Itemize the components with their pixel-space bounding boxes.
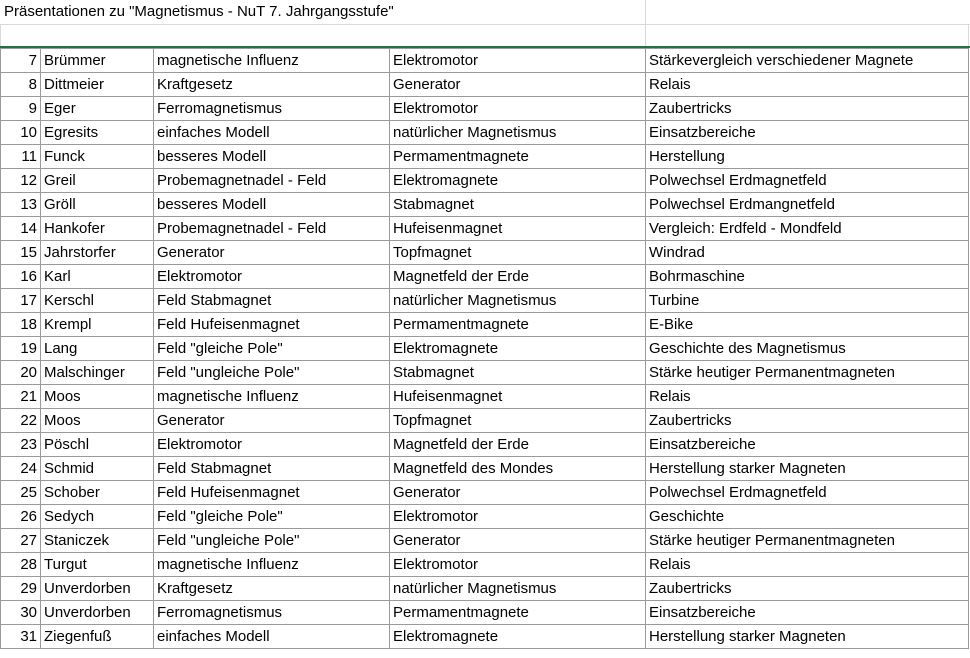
- cell-number[interactable]: 28: [1, 553, 41, 577]
- cell-number[interactable]: 31: [1, 625, 41, 649]
- table-row: [1, 529, 969, 553]
- cell-topic-2[interactable]: Elektromagnete: [390, 625, 646, 649]
- table-row: [1, 601, 969, 625]
- table-row: [1, 121, 969, 145]
- table-row: [1, 361, 969, 385]
- cell-name[interactable]: Staniczek: [41, 529, 154, 553]
- table-row: [1, 577, 969, 601]
- cell-topic-2[interactable]: Elektromotor: [390, 553, 646, 577]
- cell-number[interactable]: 22: [1, 409, 41, 433]
- cell-number[interactable]: 19: [1, 337, 41, 361]
- cell-topic-3[interactable]: Polwechsel Erdmangnetfeld: [646, 193, 969, 217]
- cell-topic-3[interactable]: Zaubertricks: [646, 97, 969, 121]
- cell-topic-3[interactable]: Einsatzbereiche: [646, 601, 969, 625]
- cell-topic-3[interactable]: Stärke heutiger Permanentmagneten: [646, 361, 969, 385]
- cell-topic-1[interactable]: magnetische Influenz: [154, 553, 390, 577]
- cell-name[interactable]: Funck: [41, 145, 154, 169]
- cell-name[interactable]: Unverdorben: [41, 601, 154, 625]
- table-row: [1, 433, 969, 457]
- cell-topic-2[interactable]: Permamentmagnete: [390, 145, 646, 169]
- cell-topic-1[interactable]: besseres Modell: [154, 193, 390, 217]
- cell-topic-2[interactable]: Topfmagnet: [390, 241, 646, 265]
- cell-topic-1[interactable]: Ferromagnetismus: [154, 97, 390, 121]
- cell-topic-3[interactable]: Bohrmaschine: [646, 265, 969, 289]
- cell-number[interactable]: 24: [1, 457, 41, 481]
- cell-number[interactable]: 26: [1, 505, 41, 529]
- cell-topic-2[interactable]: Elektromagnete: [390, 337, 646, 361]
- cell-number[interactable]: 8: [1, 73, 41, 97]
- title-row: [0, 0, 970, 25]
- table-row: [1, 145, 969, 169]
- cell-topic-2[interactable]: Permamentmagnete: [390, 601, 646, 625]
- cell-topic-3[interactable]: Zaubertricks: [646, 577, 969, 601]
- cell-topic-1[interactable]: Feld "gleiche Pole": [154, 337, 390, 361]
- cell-topic-2[interactable]: Generator: [390, 481, 646, 505]
- cell-topic-1[interactable]: Ferromagnetismus: [154, 601, 390, 625]
- cell-topic-2[interactable]: Elektromotor: [390, 97, 646, 121]
- cell-topic-2[interactable]: Stabmagnet: [390, 361, 646, 385]
- cell-topic-1[interactable]: Feld Hufeisenmagnet: [154, 481, 390, 505]
- cell-name[interactable]: Kerschl: [41, 289, 154, 313]
- cell-number[interactable]: 11: [1, 145, 41, 169]
- cell-topic-3[interactable]: Zaubertricks: [646, 409, 969, 433]
- cell-name[interactable]: Krempl: [41, 313, 154, 337]
- cell-name[interactable]: Schober: [41, 481, 154, 505]
- blank-row: [0, 24, 970, 46]
- table-row: [1, 409, 969, 433]
- cell-topic-1[interactable]: Generator: [154, 409, 390, 433]
- cell-topic-3[interactable]: Stärkevergleich verschiedener Magnete: [646, 49, 969, 73]
- table-row: [1, 49, 969, 73]
- cell-number[interactable]: 9: [1, 97, 41, 121]
- table-row: [1, 73, 969, 97]
- cell-name[interactable]: Schmid: [41, 457, 154, 481]
- cell-name[interactable]: Malschinger: [41, 361, 154, 385]
- table-row: [1, 481, 969, 505]
- cell-number[interactable]: 12: [1, 169, 41, 193]
- cell-number[interactable]: 30: [1, 601, 41, 625]
- table-row: [1, 217, 969, 241]
- gridline: [645, 24, 646, 46]
- cell-topic-1[interactable]: Probemagnetnadel - Feld: [154, 169, 390, 193]
- sheet-title[interactable]: Präsentationen zu "Magnetismus - NuT 7. Jahrgangsstufe": [4, 3, 394, 20]
- cell-topic-1[interactable]: Feld "ungleiche Pole": [154, 361, 390, 385]
- cell-topic-3[interactable]: Vergleich: Erdfeld - Mondfeld: [646, 217, 969, 241]
- cell-topic-3[interactable]: Stärke heutiger Permanentmagneten: [646, 529, 969, 553]
- cell-topic-2[interactable]: Generator: [390, 529, 646, 553]
- cell-name[interactable]: Greil: [41, 169, 154, 193]
- cell-topic-1[interactable]: Kraftgesetz: [154, 73, 390, 97]
- table-row: [1, 97, 969, 121]
- cell-topic-2[interactable]: Magnetfeld des Mondes: [390, 457, 646, 481]
- cell-topic-2[interactable]: Generator: [390, 73, 646, 97]
- cell-topic-3[interactable]: Herstellung: [646, 145, 969, 169]
- table-row: [1, 337, 969, 361]
- cell-topic-2[interactable]: natürlicher Magnetismus: [390, 577, 646, 601]
- cell-number[interactable]: 20: [1, 361, 41, 385]
- cell-topic-1[interactable]: Feld "gleiche Pole": [154, 505, 390, 529]
- cell-name[interactable]: Egresits: [41, 121, 154, 145]
- table-row: [1, 457, 969, 481]
- cell-topic-1[interactable]: Feld "ungleiche Pole": [154, 529, 390, 553]
- cell-name[interactable]: Lang: [41, 337, 154, 361]
- cell-topic-2[interactable]: natürlicher Magnetismus: [390, 289, 646, 313]
- table-row: [1, 553, 969, 577]
- cell-topic-1[interactable]: Elektromotor: [154, 433, 390, 457]
- table-row: [1, 313, 969, 337]
- data-table: [0, 48, 969, 649]
- cell-name[interactable]: Turgut: [41, 553, 154, 577]
- cell-topic-3[interactable]: Einsatzbereiche: [646, 121, 969, 145]
- cell-name[interactable]: Dittmeier: [41, 73, 154, 97]
- cell-number[interactable]: 18: [1, 313, 41, 337]
- cell-name[interactable]: Brümmer: [41, 49, 154, 73]
- cell-topic-1[interactable]: Feld Hufeisenmagnet: [154, 313, 390, 337]
- cell-number[interactable]: 25: [1, 481, 41, 505]
- cell-name[interactable]: Ziegenfuß: [41, 625, 154, 649]
- cell-name[interactable]: Gröll: [41, 193, 154, 217]
- cell-number[interactable]: 27: [1, 529, 41, 553]
- table-row: [1, 193, 969, 217]
- cell-name[interactable]: Jahrstorfer: [41, 241, 154, 265]
- cell-topic-1[interactable]: magnetische Influenz: [154, 49, 390, 73]
- cell-topic-2[interactable]: Elektromotor: [390, 49, 646, 73]
- cell-name[interactable]: Pöschl: [41, 433, 154, 457]
- cell-name[interactable]: Hankofer: [41, 217, 154, 241]
- cell-topic-1[interactable]: Probemagnetnadel - Feld: [154, 217, 390, 241]
- cell-number[interactable]: 14: [1, 217, 41, 241]
- cell-topic-1[interactable]: besseres Modell: [154, 145, 390, 169]
- cell-topic-1[interactable]: Generator: [154, 241, 390, 265]
- cell-topic-3[interactable]: Einsatzbereiche: [646, 433, 969, 457]
- cell-topic-2[interactable]: natürlicher Magnetismus: [390, 121, 646, 145]
- cell-number[interactable]: 29: [1, 577, 41, 601]
- cell-topic-1[interactable]: Elektromotor: [154, 265, 390, 289]
- cell-topic-3[interactable]: Herstellung starker Magneten: [646, 457, 969, 481]
- table-row: [1, 289, 969, 313]
- cell-number[interactable]: 7: [1, 49, 41, 73]
- gridline: [645, 0, 646, 24]
- cell-topic-2[interactable]: Stabmagnet: [390, 193, 646, 217]
- cell-topic-3[interactable]: Herstellung starker Magneten: [646, 625, 969, 649]
- cell-topic-3[interactable]: Geschichte des Magnetismus: [646, 337, 969, 361]
- cell-number[interactable]: 21: [1, 385, 41, 409]
- cell-topic-2[interactable]: Hufeisenmagnet: [390, 385, 646, 409]
- cell-topic-1[interactable]: Kraftgesetz: [154, 577, 390, 601]
- cell-topic-3[interactable]: Polwechsel Erdmagnetfeld: [646, 169, 969, 193]
- cell-topic-2[interactable]: Magnetfeld der Erde: [390, 433, 646, 457]
- table-row: [1, 385, 969, 409]
- cell-number[interactable]: 23: [1, 433, 41, 457]
- gridline: [968, 24, 969, 46]
- table-row: [1, 169, 969, 193]
- cell-topic-2[interactable]: Magnetfeld der Erde: [390, 265, 646, 289]
- cell-topic-3[interactable]: Relais: [646, 385, 969, 409]
- gridline: [0, 24, 1, 46]
- cell-topic-2[interactable]: Elektromagnete: [390, 169, 646, 193]
- cell-topic-3[interactable]: Turbine: [646, 289, 969, 313]
- cell-topic-2[interactable]: Elektromotor: [390, 505, 646, 529]
- cell-number[interactable]: 13: [1, 193, 41, 217]
- cell-topic-1[interactable]: einfaches Modell: [154, 625, 390, 649]
- cell-name[interactable]: Moos: [41, 385, 154, 409]
- cell-name[interactable]: Moos: [41, 409, 154, 433]
- cell-topic-1[interactable]: magnetische Influenz: [154, 385, 390, 409]
- cell-name[interactable]: Eger: [41, 97, 154, 121]
- table-row: [1, 505, 969, 529]
- cell-topic-1[interactable]: Feld Stabmagnet: [154, 289, 390, 313]
- table-body: [1, 49, 969, 649]
- cell-name[interactable]: Karl: [41, 265, 154, 289]
- cell-number[interactable]: 17: [1, 289, 41, 313]
- cell-topic-3[interactable]: Relais: [646, 73, 969, 97]
- table-row: [1, 265, 969, 289]
- cell-number[interactable]: 10: [1, 121, 41, 145]
- cell-topic-3[interactable]: Relais: [646, 553, 969, 577]
- cell-name[interactable]: Unverdorben: [41, 577, 154, 601]
- cell-topic-1[interactable]: Feld Stabmagnet: [154, 457, 390, 481]
- cell-topic-3[interactable]: Geschichte: [646, 505, 969, 529]
- cell-topic-2[interactable]: Topfmagnet: [390, 409, 646, 433]
- table-row: [1, 625, 969, 649]
- cell-number[interactable]: 15: [1, 241, 41, 265]
- cell-topic-3[interactable]: Polwechsel Erdmagnetfeld: [646, 481, 969, 505]
- cell-topic-1[interactable]: einfaches Modell: [154, 121, 390, 145]
- cell-number[interactable]: 16: [1, 265, 41, 289]
- cell-topic-2[interactable]: Hufeisenmagnet: [390, 217, 646, 241]
- cell-topic-3[interactable]: E-Bike: [646, 313, 969, 337]
- cell-topic-2[interactable]: Permamentmagnete: [390, 313, 646, 337]
- cell-topic-3[interactable]: Windrad: [646, 241, 969, 265]
- cell-name[interactable]: Sedych: [41, 505, 154, 529]
- table-row: [1, 241, 969, 265]
